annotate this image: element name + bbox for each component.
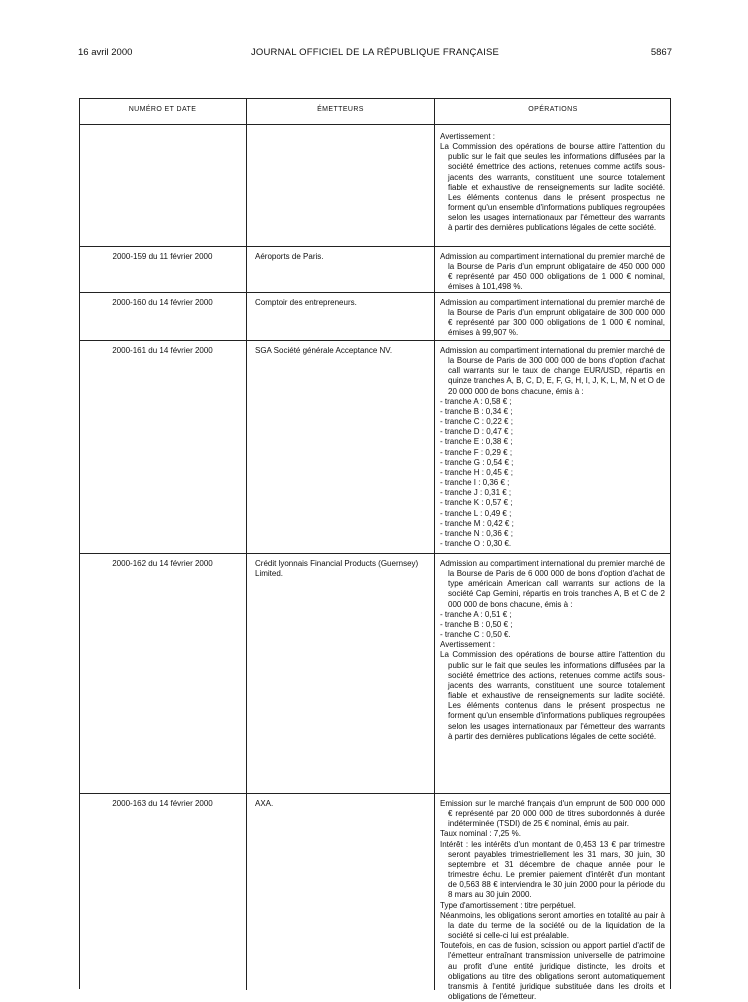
- header-title: JOURNAL OFFICIEL DE LA RÉPUBLIQUE FRANÇAISE: [250, 47, 500, 58]
- operation-line: La Commission des opérations de bourse attire l'attention du public sur le fait que seules les informations diffusées par la société émettrice des actions, retenues comme actifs sous-jacents des warrants, constituent une source totalement fiable et exhaustive de renseignements sur ladite société. Les éléments contenus dans le présent prospectus ne forment qu'un ensemble d'informations publiques regroupées selon les usages internationaux par l'émetteur des warrants à partir des dernières publications légales de cette société.: [440, 142, 665, 233]
- tranche-item: - tranche B : 0,34 € ;: [440, 406, 513, 416]
- tranche-item: - tranche B : 0,50 € ;: [440, 619, 513, 629]
- emetteur-cell: AXA.: [255, 799, 274, 808]
- emetteur-cell: Crédit lyonnais Financial Products (Guernsey) Limited.: [255, 559, 419, 578]
- page-number: 5867: [650, 47, 672, 58]
- tranche-item: - tranche G : 0,54 € ;: [440, 457, 514, 467]
- tranche-item: - tranche H : 0,45 € ;: [440, 467, 513, 477]
- header-date: 16 avril 2000: [78, 47, 133, 58]
- operation-line: Admission au compartiment international du premier marché de la Bourse de Paris d'un emprunt obligataire de 450 000 000 € représenté par 450 000 obligations de 1 000 € nominal, émises à 101,498 %.: [440, 252, 665, 292]
- tranche-item: - tranche C : 0,22 € ;: [440, 417, 513, 427]
- table-row: [79, 341, 671, 554]
- numero-cell: 2000-163 du 14 février 2000: [112, 799, 213, 808]
- table-row: [79, 293, 671, 341]
- operation-line: Toutefois, en cas de fusion, scission ou apport partiel d'actif de l'émetteur entraînant transmission universelle de patrimoine au profit d'une entité juridique distincte, les droits et obligations au titre des obligations seront automatiquement transmis à l'entité juridique substituée dans les droits et obligations de l'émetteur.: [440, 941, 665, 1001]
- table-row: [79, 247, 671, 293]
- emetteur-cell: SGA Société générale Acceptance NV.: [255, 346, 393, 355]
- page-header: [78, 47, 672, 61]
- table-row: [79, 124, 671, 247]
- operations-table: [79, 98, 671, 1001]
- operation-line: La Commission des opérations de bourse attire l'attention du public sur le fait que seules les informations diffusées par la société émettrice des actions, retenues comme actifs sous-jacents des warrants, constituent une source totalement fiable et exhaustive de renseignements sur ladite société. Les éléments contenus dans le présent prospectus ne forment qu'un ensemble d'informations publiques regroupées selon les usages internationaux par l'émetteur des warrants à partir des dernières publications légales de cette société.: [440, 650, 665, 741]
- table-header: [79, 98, 671, 125]
- tranche-item: - tranche I : 0,36 € ;: [440, 478, 510, 488]
- operation-line: Emission sur le marché français d'un emprunt de 500 000 000 € représenté par 20 000 000 de titres subordonnés à durée indéterminée (TSDI) de 25 € nominal, émis au pair.: [440, 799, 665, 829]
- tranche-item: - tranche D : 0,47 € ;: [440, 427, 513, 437]
- tranche-item: - tranche C : 0,50 €.: [440, 630, 511, 640]
- operation-line: Admission au compartiment international du premier marché de la Bourse de Paris de 6 000 000 de bons d'option d'achat de type américain American call warrants sur actions de la société Cap Gemini, répartis en trois tranches A, B et C de 2 000 000 de bons chacune, émis à :: [440, 559, 665, 609]
- operation-line: Néanmoins, les obligations seront amorties en totalité au pair à la date du terme de la société ou de la liquidation de la société si celle-ci lui est préalable.: [440, 910, 665, 941]
- numero-cell: 2000-162 du 14 février 2000: [112, 559, 213, 568]
- column-header-operations: OPÉRATIONS: [528, 106, 578, 113]
- operation-line: Taux nominal : 7,25 %.: [440, 829, 521, 839]
- operation-line: Intérêt : les intérêts d'un montant de 0,453 13 € par trimestre seront payables trimestriellement les 31 mars, 30 juin, 30 septembre et 31 décembre de chaque année pour le trimestre échu. Le premier paiement d'intérêt d'un montant de 0,563 88 € interviendra le 30 juin 2000 pour la période du 8 mars au 30 juin 2000.: [440, 839, 665, 900]
- operation-line: Avertissement :: [440, 640, 495, 650]
- operations-cell: [440, 252, 665, 293]
- tranche-item: - tranche L : 0,49 € ;: [440, 508, 512, 518]
- tranche-item: - tranche A : 0,58 € ;: [440, 396, 512, 406]
- tranche-item: - tranche N : 0,36 € ;: [440, 528, 513, 538]
- operation-line: Type d'amortissement : titre perpétuel.: [440, 900, 576, 910]
- operation-line: Avertissement :: [440, 132, 495, 141]
- tranche-item: - tranche A : 0,51 € ;: [440, 609, 512, 619]
- tranche-item: - tranche O : 0,30 €.: [440, 538, 512, 548]
- tranche-item: - tranche K : 0,57 € ;: [440, 498, 513, 508]
- operations-cell: [440, 559, 665, 742]
- numero-cell: 2000-161 du 14 février 2000: [112, 346, 213, 355]
- operation-line: Admission au compartiment international du premier marché de la Bourse de Paris d'un emprunt obligataire de 300 000 000 € représenté par 300 000 obligations de 1 000 € nominal, émises à 99,907 %.: [440, 298, 665, 338]
- operations-cell: [440, 799, 665, 1002]
- emetteur-cell: Aéroports de Paris.: [255, 252, 324, 261]
- tranche-item: - tranche E : 0,38 € ;: [440, 437, 513, 447]
- emetteur-cell: Comptoir des entrepreneurs.: [255, 298, 357, 307]
- tranche-item: - tranche M : 0,42 € ;: [440, 518, 514, 528]
- tranche-item: - tranche F : 0,29 € ;: [440, 447, 513, 457]
- operations-cell: [440, 346, 665, 549]
- operations-cell: [440, 298, 665, 339]
- operations-cell: [440, 132, 665, 234]
- numero-cell: 2000-160 du 14 février 2000: [112, 298, 213, 307]
- column-header-numero: NUMÉRO ET DATE: [128, 106, 197, 113]
- tranche-item: - tranche J : 0,31 € ;: [440, 488, 512, 498]
- operation-line: Admission au compartiment international du premier marché de la Bourse de Paris de 300 000 000 de bons d'option d'achat call warrants sur le taux de change EUR/USD, répartis en quinze tranches A, B, C, D, E, F, G, H, I, J, K, L, M, N et O de 20 000 000 de bons chacune, émis à :: [440, 346, 665, 396]
- column-header-emetteurs: ÉMETTEURS: [317, 106, 364, 113]
- table-row: [79, 554, 671, 794]
- table-row: [79, 794, 671, 1001]
- numero-cell: 2000-159 du 11 février 2000: [112, 252, 213, 261]
